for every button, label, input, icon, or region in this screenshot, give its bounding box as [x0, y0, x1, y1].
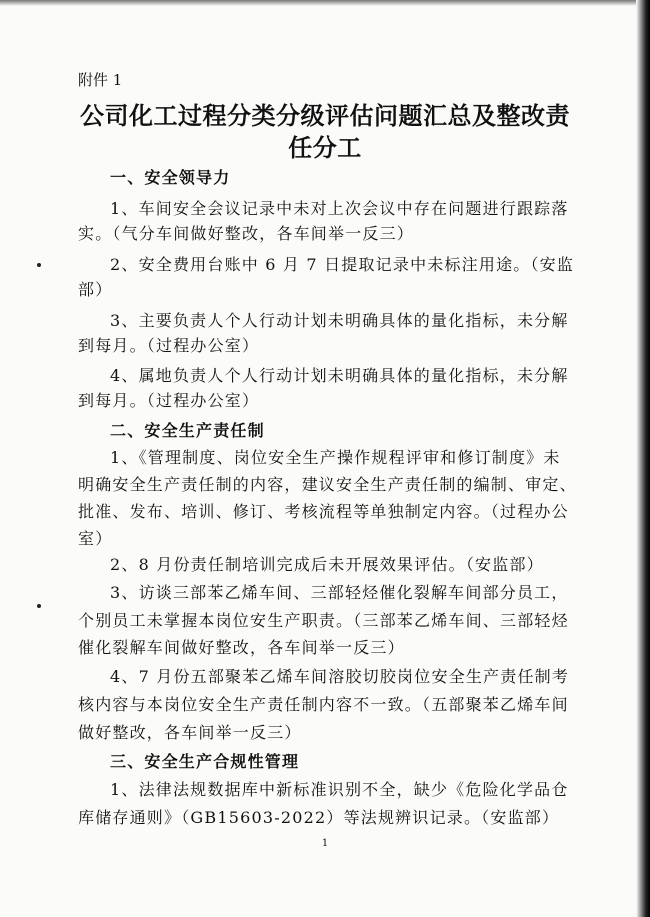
paragraph-line: 2、安全费用台账中 6 月 7 日提取记录中未标注用途。（安监 — [110, 255, 575, 274]
paragraph-line: 核内容与本岗位安全生产责任制内容不一致。（五部聚苯乙烯车间 — [78, 695, 569, 714]
paragraph-line: 室） — [78, 529, 113, 548]
paragraph-line: 库储存通则》（GB15603-2022）等法规辨识记录。（安监部） — [78, 808, 560, 827]
paragraph-line: 1、《管理制度、岗位安全生产操作规程评审和修订制度》未 — [110, 448, 561, 467]
document-title-line-1: 公司化工过程分类分级评估问题汇总及整改责 — [80, 101, 570, 130]
paragraph-line: 催化裂解车间做好整改，各车间举一反三） — [78, 638, 405, 657]
paragraph-line: 实。（气分车间做好整改，各车间举一反三） — [78, 224, 415, 243]
paragraph-line: 2、8 月份责任制培训完成后未开展效果评估。（安监部） — [110, 555, 544, 574]
paragraph-line: 明确安全生产责任制的内容，建议安全生产责任制的编制、审定、 — [78, 475, 577, 494]
section-heading-1: 一、安全领导力 — [110, 168, 231, 187]
paragraph-line: 1、法律法规数据库中新标准识别不全，缺少《危险化学品仓 — [110, 780, 569, 799]
page-number: 1 — [321, 838, 329, 849]
paragraph-line: 批准、发布、培训、修订、考核流程等单独制定内容。（过程办公 — [78, 502, 569, 521]
paragraph-line: 部） — [78, 280, 113, 299]
paragraph-line: 到每月。（过程办公室） — [78, 391, 260, 410]
scan-right-edge — [636, 0, 650, 917]
paragraph-line: 个别员工未掌握本岗位安生产职责。（三部苯乙烯车间、三部轻烃 — [78, 611, 569, 630]
scan-speck — [37, 604, 41, 608]
paragraph-line: 1、车间安全会议记录中未对上次会议中存在问题进行跟踪落 — [110, 199, 569, 218]
attachment-label: 附件 1 — [78, 71, 123, 89]
scan-speck — [37, 263, 41, 267]
section-heading-2: 二、安全生产责任制 — [110, 421, 265, 440]
paragraph-line: 做好整改，各车间举一反三） — [78, 723, 302, 742]
paragraph-line: 3、访谈三部苯乙烯车间、三部轻烃催化裂解车间部分员工， — [110, 583, 569, 602]
section-heading-3: 三、安全生产合规性管理 — [110, 752, 300, 771]
paragraph-line: 4、属地负责人个人行动计划未明确具体的量化指标，未分解 — [110, 366, 569, 385]
scan-top-edge — [0, 0, 650, 6]
paragraph-line: 4、7 月份五部聚苯乙烯车间溶胶切胶岗位安全生产责任制考 — [110, 667, 570, 686]
paragraph-line: 3、主要负责人个人行动计划未明确具体的量化指标，未分解 — [110, 311, 569, 330]
document-title-line-2: 任分工 — [288, 133, 362, 162]
paragraph-line: 到每月。（过程办公室） — [78, 336, 260, 355]
